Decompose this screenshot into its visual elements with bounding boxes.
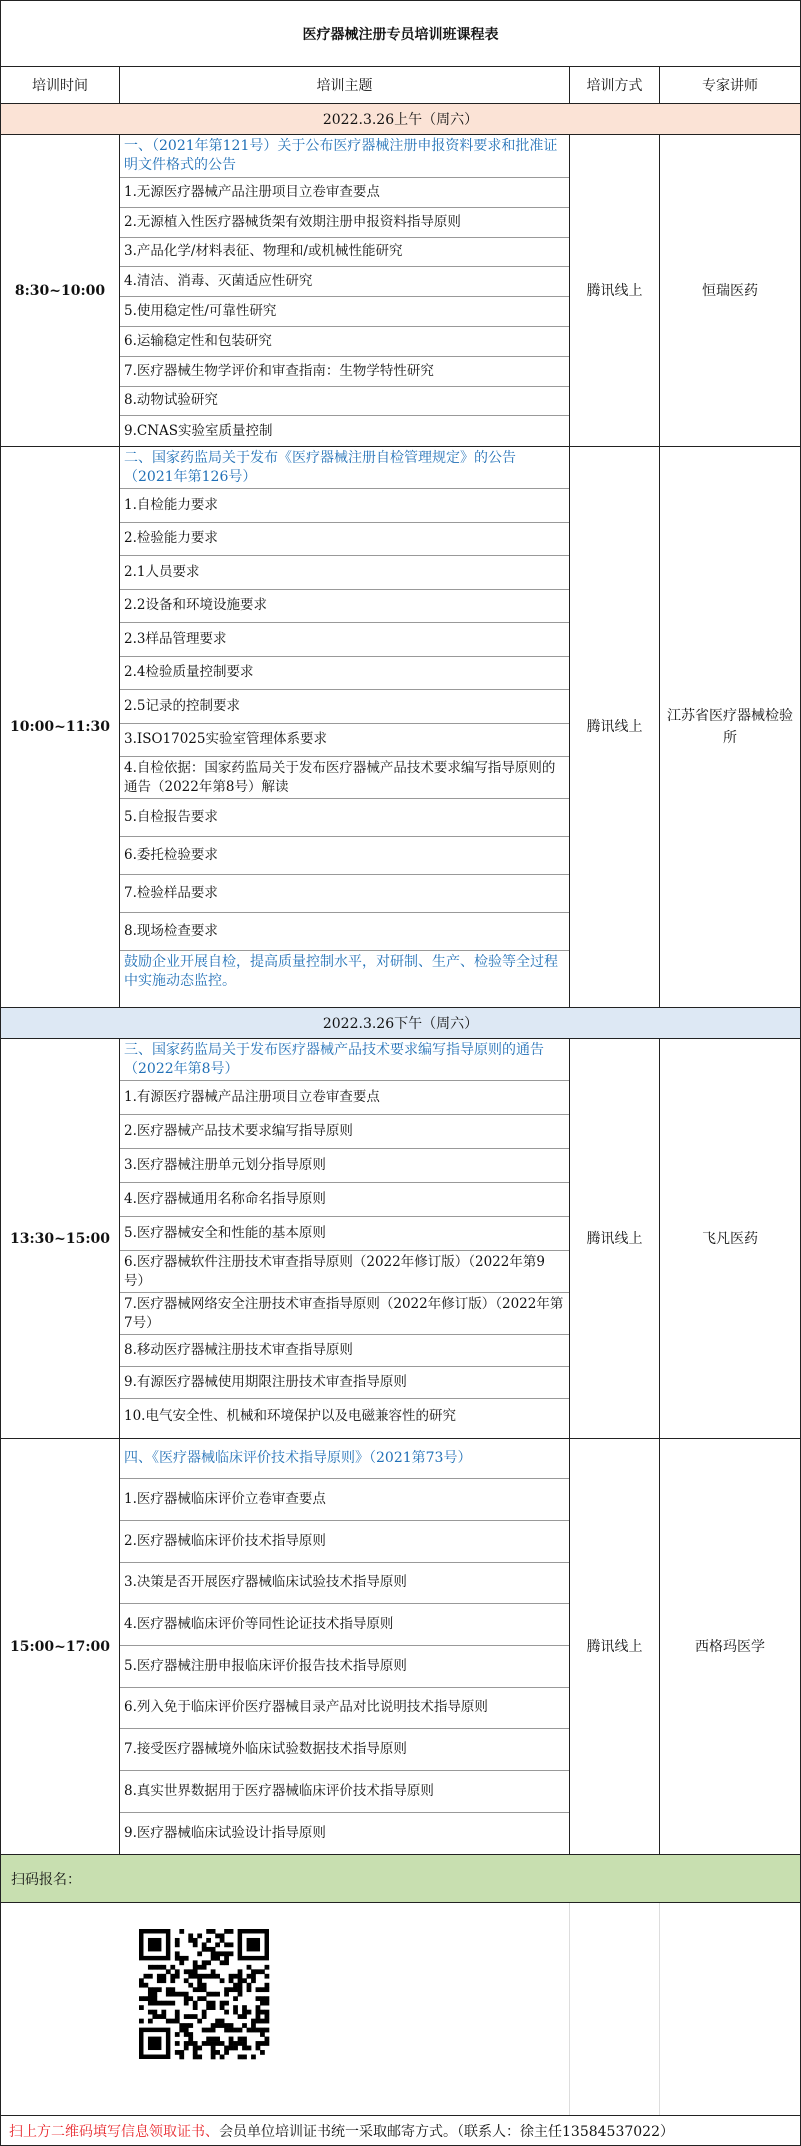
topic-item: 5.自检报告要求 (120, 799, 569, 837)
date-banner-label: 2022.3.26下午（周六） (1, 1008, 801, 1039)
topic-item: 7.医疗器械生物学评价和审查指南：生物学特性研究 (120, 357, 569, 387)
session-heading: 二、国家药监局关于发布《医疗器械注册自检管理规定》的公告（2021年第126号） (120, 447, 569, 489)
session-time: 13:30~15:00 (1, 1039, 120, 1439)
topic-item: 2.医疗器械临床评价技术指导原则 (120, 1521, 569, 1563)
session-method: 腾讯线上 (570, 135, 660, 447)
session-time: 15:00~17:00 (1, 1439, 120, 1855)
topic-item: 5.使用稳定性/可靠性研究 (120, 297, 569, 327)
topic-item: 9.医疗器械临床试验设计指导原则 (124, 1825, 326, 1842)
page-title: 医疗器械注册专员培训班课程表 (1, 1, 801, 67)
date-banner-morning (1, 104, 801, 135)
session-time: 10:00~11:30 (1, 447, 120, 1008)
topic-item: 1.医疗器械临床评价立卷审查要点 (120, 1479, 569, 1521)
qr-code-image[interactable] (139, 1929, 269, 2059)
date-banner-label: 2022.3.26上午（周六） (1, 104, 801, 135)
topic-item: 5.医疗器械注册申报临床评价报告技术指导原则 (120, 1646, 569, 1688)
session-note: 鼓励企业开展自检，提高质量控制水平，对研制、生产、检验等全过程中实施动态监控。 (124, 954, 558, 990)
header-row (1, 67, 801, 104)
topic-item: 8.真实世界数据用于医疗器械临床评价技术指导原则 (120, 1771, 569, 1813)
topic-item: 4.清洁、消毒、灭菌适应性研究 (120, 267, 569, 297)
topic-item: 4.自检依据：国家药监局关于发布医疗器械产品技术要求编写指导原则的通告（2022年第8号）解读 (120, 757, 569, 799)
footer-row (1, 2116, 801, 2146)
topic-item: 1.有源医疗器械产品注册项目立卷审查要点 (120, 1081, 569, 1115)
session-expert: 飞凡医药 (660, 1039, 801, 1439)
session-row (1, 447, 801, 1008)
topic-item: 2.检验能力要求 (120, 523, 569, 557)
topic-item: 7.接受医疗器械境外临床试验数据技术指导原则 (120, 1729, 569, 1771)
topic-item: 2.4检验质量控制要求 (120, 657, 569, 691)
topic-item: 4.医疗器械临床评价等同性论证技术指导原则 (120, 1604, 569, 1646)
topic-item: 2.无源植入性医疗器械货架有效期注册申报资料指导原则 (120, 208, 569, 238)
session-heading: 一、（2021年第121号）关于公布医疗器械注册申报资料要求和批准证明文件格式的公告 (120, 135, 569, 178)
topic-item: 7.医疗器械网络安全注册技术审查指导原则（2022年修订版）（2022年第7号） (120, 1293, 569, 1335)
topic-item: 2.1人员要求 (120, 556, 569, 590)
session-method: 腾讯线上 (570, 1439, 660, 1855)
topic-item: 3.ISO17025实验室管理体系要求 (120, 724, 569, 758)
topic-item: 8.动物试验研究 (120, 387, 569, 417)
scan-register-label: 扫码报名： (1, 1855, 801, 1903)
session-heading: 三、国家药监局关于发布医疗器械产品技术要求编写指导原则的通告（2022年第8号） (120, 1039, 569, 1081)
topic-item: 6.列入免于临床评价医疗器械目录产品对比说明技术指导原则 (120, 1688, 569, 1730)
topic-item: 8.移动医疗器械注册技术审查指导原则 (120, 1335, 569, 1367)
qr-empty-cell (660, 1903, 801, 2116)
session-row (1, 1039, 801, 1439)
topic-item: 10.电气安全性、机械和环境保护以及电磁兼容性的研究 (124, 1407, 456, 1424)
footer-red-text: 扫上方二维码填写信息领取证书、 (9, 2123, 219, 2140)
topic-item: 3.医疗器械注册单元划分指导原则 (120, 1149, 569, 1183)
topic-item: 9.CNAS实验室质量控制 (124, 422, 273, 439)
session-heading: 四、《医疗器械临床评价技术指导原则》（2021第73号） (120, 1439, 569, 1479)
session-topic (120, 135, 570, 447)
session-topic (120, 1439, 570, 1855)
header-time: 培训时间 (1, 67, 120, 104)
topic-item: 4.医疗器械通用名称命名指导原则 (120, 1183, 569, 1217)
topic-item: 8.现场检查要求 (120, 913, 569, 951)
scan-register-row (1, 1855, 801, 1903)
session-method: 腾讯线上 (570, 1039, 660, 1439)
topic-item: 6.运输稳定性和包装研究 (120, 327, 569, 357)
topic-item: 2.5记录的控制要求 (120, 690, 569, 724)
session-row (1, 135, 801, 447)
footer-contact-text: 会员单位培训证书统一采取邮寄方式。（联系人：徐主任13584537022） (219, 2123, 674, 2140)
topic-item: 1.无源医疗器械产品注册项目立卷审查要点 (120, 178, 569, 208)
topic-item: 5.医疗器械安全和性能的基本原则 (120, 1217, 569, 1251)
qr-cell (1, 1903, 570, 2116)
session-row (1, 1439, 801, 1855)
qr-empty-cell (570, 1903, 660, 2116)
session-topic (120, 1039, 570, 1439)
session-method: 腾讯线上 (570, 447, 660, 1008)
topic-item: 6.委托检验要求 (120, 837, 569, 875)
topic-item: 2.2设备和环境设施要求 (120, 590, 569, 624)
topic-item: 3.产品化学/材料表征、物理和/或机械性能研究 (120, 238, 569, 268)
date-banner-afternoon (1, 1008, 801, 1039)
session-expert: 江苏省医疗器械检验所 (660, 447, 801, 1008)
session-topic (120, 447, 570, 1008)
footer-note (1, 2116, 801, 2146)
session-expert: 西格玛医学 (660, 1439, 801, 1855)
qr-row (1, 1903, 801, 2116)
session-expert: 恒瑞医药 (660, 135, 801, 447)
header-topic: 培训主题 (120, 67, 570, 104)
topic-item: 2.医疗器械产品技术要求编写指导原则 (120, 1115, 569, 1149)
header-expert: 专家讲师 (660, 67, 801, 104)
topic-item: 1.自检能力要求 (120, 489, 569, 523)
topic-item: 9.有源医疗器械使用期限注册技术审查指导原则 (120, 1367, 569, 1399)
header-method: 培训方式 (570, 67, 660, 104)
session-time: 8:30~10:00 (1, 135, 120, 447)
topic-item: 2.3样品管理要求 (120, 623, 569, 657)
topic-item: 7.检验样品要求 (120, 875, 569, 913)
topic-item: 3.决策是否开展医疗器械临床试验技术指导原则 (120, 1563, 569, 1605)
qr-code-graphic (139, 1929, 269, 2059)
topic-item: 6.医疗器械软件注册技术审查指导原则（2022年修订版）（2022年第9号） (120, 1251, 569, 1293)
